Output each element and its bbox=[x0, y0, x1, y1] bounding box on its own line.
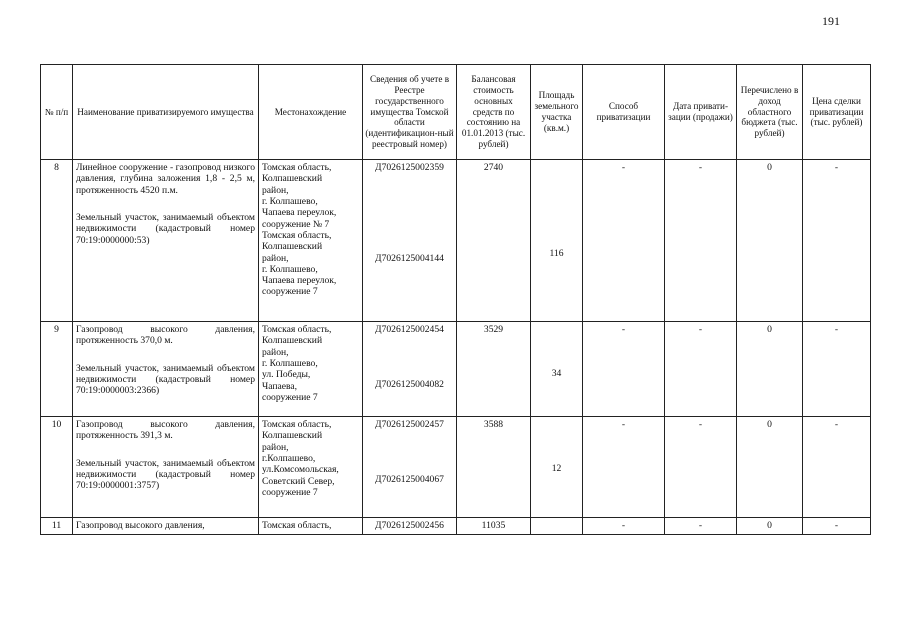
table-row bbox=[41, 518, 871, 535]
row-area bbox=[531, 160, 583, 322]
location-line: район, bbox=[262, 441, 289, 453]
header-name: Наименование приватизируемого имущества bbox=[73, 65, 259, 160]
row-balance: 2740 bbox=[457, 160, 531, 322]
row-registry bbox=[363, 518, 457, 535]
row-name bbox=[73, 518, 259, 535]
land-plot-name: Земельный участок, занимаемый объектом недвижимости (кадастровый номер 70:19:0000001:3757) bbox=[76, 457, 255, 492]
area-value: 12 bbox=[551, 463, 562, 474]
location-line: сооружение 7 bbox=[262, 486, 318, 498]
location-line: сооружение № 7 bbox=[262, 218, 330, 230]
registry-number: Д7026125004144 bbox=[375, 253, 444, 265]
header-balance: Балансовая стоимость основных средств по состоянию на 01.01.2013 (тыс. рублей) bbox=[457, 65, 531, 160]
location-line: г. Колпашево, bbox=[262, 195, 318, 207]
location-line: г.Колпашево, bbox=[262, 452, 316, 464]
location-line: Советский Север, bbox=[262, 475, 335, 487]
registry-number: Д7026125002456 bbox=[375, 520, 444, 531]
registry-number: Д7026125002454 bbox=[375, 324, 444, 335]
land-plot-name: Земельный участок, занимаемый объектом недвижимости (кадастровый номер 70:19:0000000:53) bbox=[76, 211, 255, 246]
table-row bbox=[41, 322, 871, 417]
header-date: Дата привати-зации (продажи) bbox=[665, 65, 737, 160]
row-method: - bbox=[583, 322, 665, 417]
table-row bbox=[41, 160, 871, 322]
row-price: - bbox=[803, 518, 871, 535]
row-num: 9 bbox=[41, 322, 73, 417]
row-registry bbox=[363, 417, 457, 518]
location-line: Колпашевский bbox=[262, 241, 323, 253]
row-transferred: 0 bbox=[737, 322, 803, 417]
header-transferred: Перечислено в доход областного бюджета (тыс. рублей) bbox=[737, 65, 803, 160]
area-value: 34 bbox=[551, 368, 562, 379]
row-date: - bbox=[665, 160, 737, 322]
area-value: 116 bbox=[549, 248, 564, 259]
page-number: 191 bbox=[822, 14, 840, 28]
location-line: Томская область, bbox=[262, 162, 332, 173]
row-transferred: 0 bbox=[737, 518, 803, 535]
row-balance: 3588 bbox=[457, 417, 531, 518]
header-area: Площадь земельного участка (кв.м.) bbox=[531, 65, 583, 160]
row-date: - bbox=[665, 417, 737, 518]
registry-number: Д7026125002359 bbox=[375, 162, 444, 173]
location-line: сооружение 7 bbox=[262, 286, 318, 298]
location-line: Чапаева, bbox=[262, 380, 298, 392]
row-location bbox=[259, 417, 363, 518]
row-area bbox=[531, 322, 583, 417]
row-name bbox=[73, 160, 259, 322]
object-name: Газопровод высокого давления, bbox=[76, 520, 205, 531]
row-location bbox=[259, 160, 363, 322]
location-line: Колпашевский bbox=[262, 430, 323, 442]
row-num: 8 bbox=[41, 160, 73, 322]
object-name: Газопровод высокого давления, протяженность 391,3 м. bbox=[76, 419, 255, 442]
privatization-table bbox=[40, 64, 871, 535]
row-location bbox=[259, 322, 363, 417]
row-date: - bbox=[665, 518, 737, 535]
location-line: ул. Победы, bbox=[262, 369, 311, 381]
row-date: - bbox=[665, 322, 737, 417]
location-line: сооружение 7 bbox=[262, 391, 318, 403]
location-line: Чапаева переулок, bbox=[262, 275, 337, 287]
header-location: Местонахождение bbox=[259, 65, 363, 160]
row-area bbox=[531, 518, 583, 535]
land-plot-name: Земельный участок, занимаемый объектом недвижимости (кадастровый номер 70:19:0000003:2366) bbox=[76, 362, 255, 397]
registry-number: Д7026125004082 bbox=[375, 379, 444, 391]
registry-number: Д7026125002457 bbox=[375, 419, 444, 430]
location-line: район, bbox=[262, 252, 289, 264]
row-name bbox=[73, 417, 259, 518]
location-line: Томская область, bbox=[262, 324, 332, 335]
row-name bbox=[73, 322, 259, 417]
row-num: 11 bbox=[41, 518, 73, 535]
location-line: Колпашевский bbox=[262, 173, 323, 185]
row-method: - bbox=[583, 417, 665, 518]
location-line: Томская область, bbox=[262, 419, 332, 430]
registry-number: Д7026125004067 bbox=[375, 474, 444, 486]
header-method: Способ приватизации bbox=[583, 65, 665, 160]
location-line: район, bbox=[262, 184, 289, 196]
row-balance: 3529 bbox=[457, 322, 531, 417]
location-line: г. Колпашево, bbox=[262, 357, 318, 369]
location-line: Колпашевский bbox=[262, 335, 323, 347]
table-row bbox=[41, 417, 871, 518]
row-registry bbox=[363, 322, 457, 417]
location-line: Томская область, bbox=[262, 229, 332, 241]
row-price: - bbox=[803, 417, 871, 518]
header-registry: Сведения об учете в Реестре государственного имущества Томской области (идентификацион-ный реестровый номер) bbox=[363, 65, 457, 160]
row-registry bbox=[363, 160, 457, 322]
row-num: 10 bbox=[41, 417, 73, 518]
location-line: Томская область, bbox=[262, 520, 332, 531]
row-area bbox=[531, 417, 583, 518]
row-method: - bbox=[583, 518, 665, 535]
object-name: Газопровод высокого давления, протяженность 370,0 м. bbox=[76, 324, 255, 347]
row-transferred: 0 bbox=[737, 417, 803, 518]
location-line: Чапаева переулок, bbox=[262, 207, 337, 219]
object-name: Линейное сооружение - газопровод низкого давления, глубина заложения 1,8 - 2,5 м, протяженность 4520 п.м. bbox=[76, 162, 255, 196]
table-header bbox=[41, 65, 871, 160]
location-line: г. Колпашево, bbox=[262, 263, 318, 275]
row-location bbox=[259, 518, 363, 535]
row-price: - bbox=[803, 160, 871, 322]
header-num: № п/п bbox=[41, 65, 73, 160]
location-line: район, bbox=[262, 346, 289, 358]
row-transferred: 0 bbox=[737, 160, 803, 322]
row-method: - bbox=[583, 160, 665, 322]
header-price: Цена сделки приватизации (тыс. рублей) bbox=[803, 65, 871, 160]
row-balance: 11035 bbox=[457, 518, 531, 535]
row-price: - bbox=[803, 322, 871, 417]
location-line: ул.Комсомольская, bbox=[262, 464, 339, 476]
